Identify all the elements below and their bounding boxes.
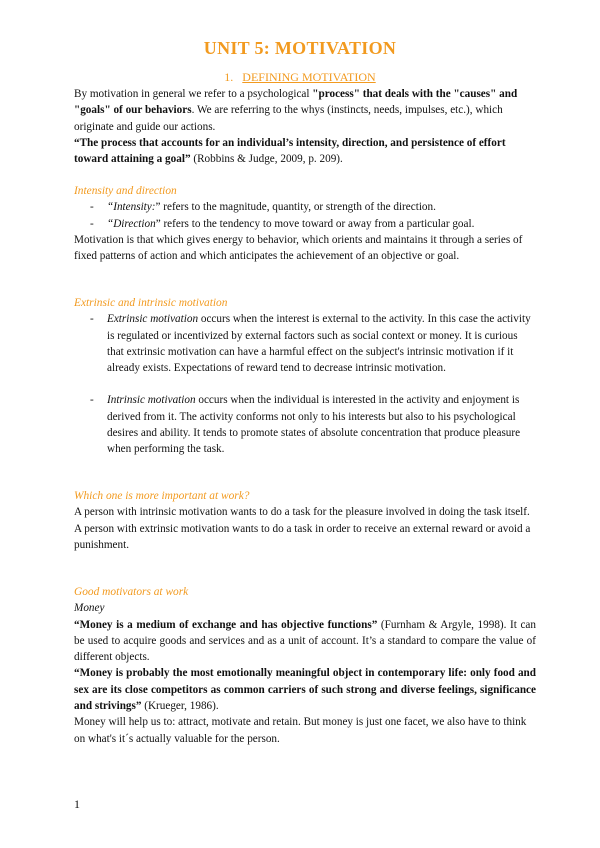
- intro-block: [74, 86, 536, 167]
- list-item: - Intrinsic motivation occurs when the individual is interested in the activity and enjoyment is derived from it. The activity conforms not only to his interests but also to his psychological desires and ability. It tends to promote states of absolute concentration that produce pleasure when performing the task.: [90, 394, 521, 456]
- section-heading: [0, 70, 600, 85]
- money-quote-2: [74, 665, 536, 714]
- intro-paragraph: [74, 86, 536, 135]
- intensity-heading: Intensity and direction: [74, 185, 177, 197]
- which-heading: Which one is more important at work?: [74, 490, 250, 502]
- list-item: - “Intensity:” refers to the magnitude, quantity, or strength of the direction.: [90, 201, 436, 214]
- term: “Direction: [107, 217, 156, 230]
- money-quote-1: [74, 617, 536, 666]
- quote-text: “Money is probably the most emotionally meaningful object in contemporary life: only food and sex are its close competitors as common carriers of such strong and diverse feelings, significance and strivings”: [74, 667, 536, 713]
- which-paragraph-2: A person with extrinsic motivation wants to do a task in order to receive an external reward or avoid a punishment.: [74, 522, 531, 551]
- definition: ” refers to the tendency to move toward or away from a particular goal.: [155, 217, 475, 230]
- page-title: UNIT 5: MOTIVATION: [203, 38, 397, 58]
- which-section: [74, 488, 536, 553]
- definition: ” refers to the magnitude, quantity, or strength of the direction.: [155, 201, 436, 214]
- quote-text: “The process that accounts for an individual’s intensity, direction, and persistence of effort toward attaining a goal”: [74, 136, 506, 166]
- extrinsic-section: [74, 295, 536, 458]
- term: Intrinsic motivation: [107, 394, 196, 407]
- quote-citation: (Robbins & Judge, 2009, p. 209).: [190, 153, 343, 166]
- intro-text-end: . We are referring to the whys (instincts, needs, impulses, etc.), which originate and guide our actions.: [74, 104, 503, 133]
- good-section: [74, 584, 536, 747]
- money-subheading: Money: [74, 602, 105, 615]
- money-paragraph: Money will help us to: attract, motivate and retain. But money is just one facet, we also have to think on what's it´s actually valuable for the person.: [74, 716, 527, 745]
- good-heading: Good motivators at work: [74, 586, 189, 598]
- quote-rest: (Furnham & Argyle, 1998). It can be used to acquire goods and services and as a unit of account. It’s a standard to compare the value of different objects.: [74, 618, 536, 664]
- definition: occurs when the individual is interested in the activity and enjoyment is derived from it. The activity conforms not only to his interests but also to his psychological desires and ability. It tends to promote states of absolute concentration that produce pleasure when performing the task.: [107, 394, 521, 456]
- quote-rest: (Krueger, 1986).: [141, 700, 219, 713]
- intro-quote: [74, 135, 536, 168]
- list-item: - “Direction” refers to the tendency to move toward or away from a particular goal.: [90, 217, 475, 230]
- which-paragraph-1: A person with intrinsic motivation wants to do a task for the pleasure involved in doing the task itself.: [74, 506, 530, 519]
- section-number: 1.: [224, 70, 234, 84]
- intro-bold: "process" that deals with the "causes" and "goals" of our behaviors: [74, 88, 518, 117]
- definition: occurs when the interest is external to the activity. In this case the activity is regulated or incentivized by external factors such as social context or money. It is curious that extrinsic motivation can have a harmful effect on the subject's intrinsic motivation if it already exists. Expectations of reward tend to decrease intrinsic motivation.: [107, 313, 531, 375]
- term: Extrinsic motivation: [107, 313, 199, 326]
- section-title: DEFINING MOTIVATION: [242, 70, 376, 84]
- intensity-section: [74, 183, 536, 264]
- page-number: 1: [74, 797, 80, 811]
- quote-text: “Money is a medium of exchange and has objective functions”: [74, 618, 378, 631]
- list-item: - Extrinsic motivation occurs when the interest is external to the activity. In this case the activity is regulated or incentivized by external factors such as social context or money. It is curious that extrinsic motivation can have a harmful effect on the subject's intrinsic motivation if it already exists. Expectations of reward tend to decrease intrinsic motivation.: [90, 313, 531, 375]
- intensity-paragraph: Motivation is that which gives energy to behavior, which orients and maintains it through a series of fixed patterns of action and which anticipates the achievement of an objective or goal.: [74, 233, 523, 263]
- intro-text: By motivation in general we refer to a psychological: [74, 88, 313, 100]
- term: “Intensity:: [107, 201, 156, 214]
- extrinsic-heading: Extrinsic and intrinsic motivation: [74, 297, 228, 309]
